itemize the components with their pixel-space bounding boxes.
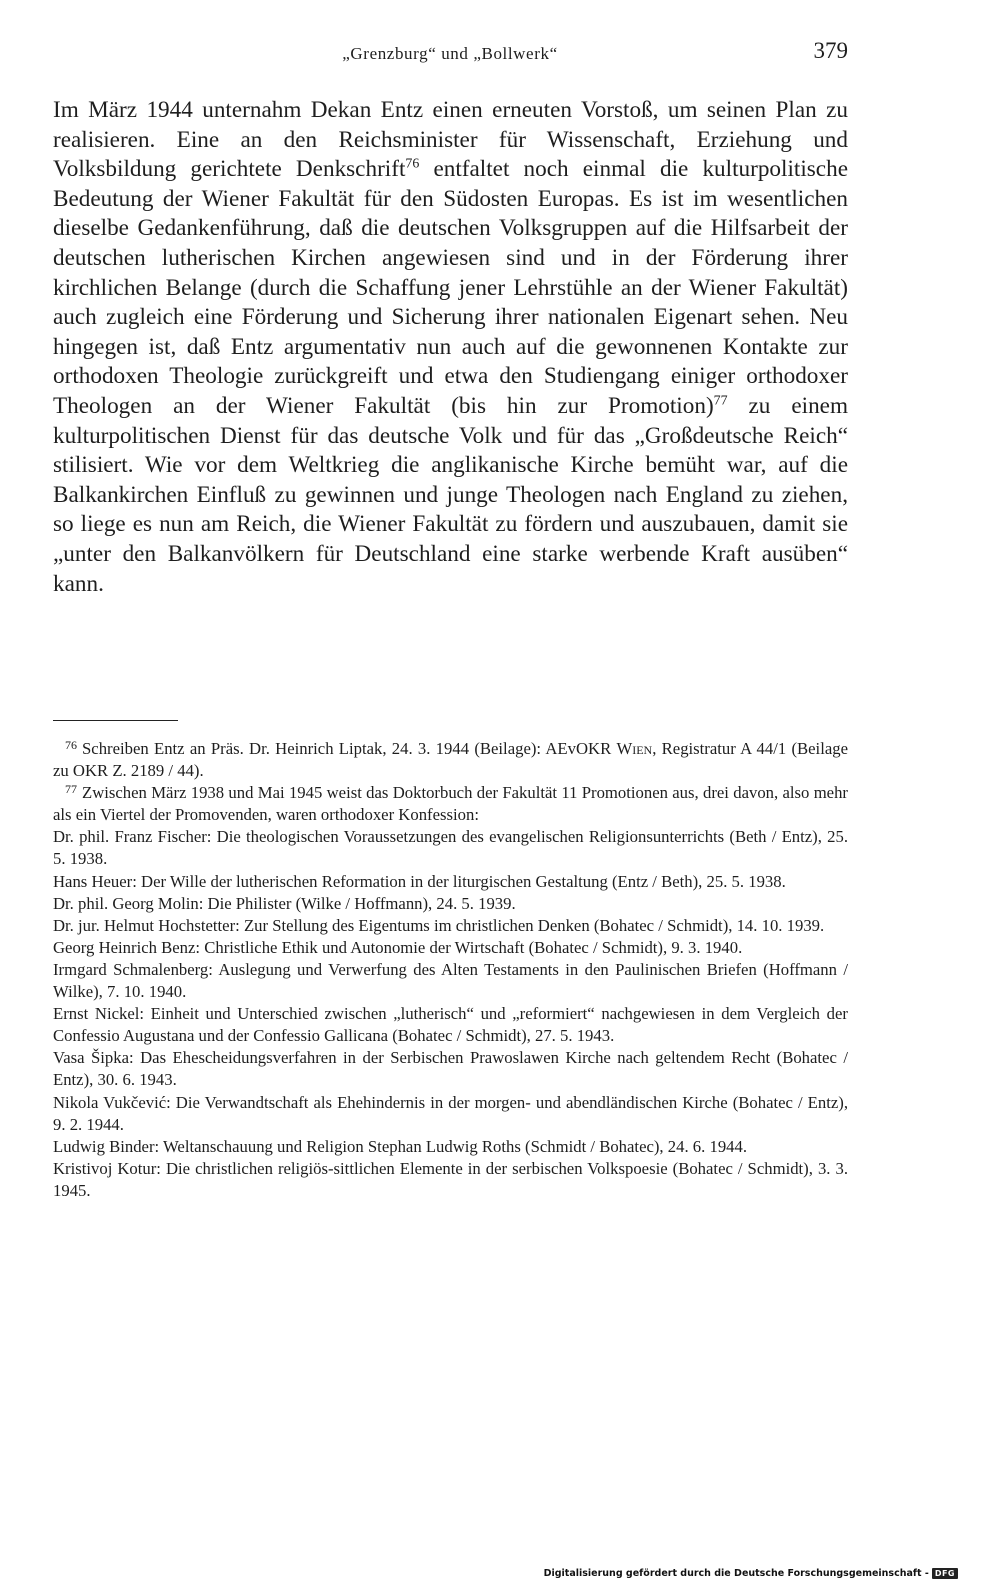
promotion-entry: Kristivoj Kotur: Die christlichen religiös-sittlichen Elemente in der serbischen Volkspoesie (Bohatec / Schmidt), 3. 3. 1945.: [53, 1158, 848, 1200]
body-paragraph: [53, 96, 848, 599]
promotion-entry: Hans Heuer: Der Wille der lutherischen Reformation in der liturgischen Gestaltung (Entz / Beth), 25. 5. 1938.: [53, 871, 786, 891]
promotion-entry: Vasa Šipka: Das Ehescheidungsverfahren in der Serbischen Prawoslawen Kirche nach geltendem Recht (Bohatec / Entz), 30. 6. 1943.: [53, 1048, 848, 1090]
credit-text: Digitalisierung gefördert durch die Deutsche Forschungsgemeinschaft -: [543, 1568, 929, 1579]
promotion-entry: Ernst Nickel: Einheit und Unterschied zwischen „lutherisch“ und „reformiert“ nachgewiesen in dem Vergleich der Confessio Augustana und der Confessio Gallicana (Bohatec / Schmidt), 27. 5. 1943.: [53, 1004, 848, 1046]
footnote-number: 77: [65, 781, 78, 796]
body-text: [53, 96, 848, 599]
running-head: [52, 38, 848, 64]
promotion-entry: Georg Heinrich Benz: Christliche Ethik und Autonomie der Wirtschaft (Bohatec / Schmidt), 9. 3. 1940.: [53, 937, 743, 957]
digitization-credit: [544, 1568, 958, 1579]
footnote-number: 76: [65, 737, 78, 752]
promotion-entry: Dr. phil. Georg Molin: Die Philister (Wilke / Hoffmann), 24. 5. 1939.: [53, 893, 516, 913]
paragraph-text: zu einem kulturpolitischen Dienst für das deutsche Volk und für das „Großdeutsche Reich“ stilisiert. Wie vor dem Weltkrieg die anglikanische Kirche bemüht war, auf die Balkankirchen Einfluß zu gewinnen und junge Theologen nach England zu ziehen, so liege es nun am Reich, die Wiener Fakultät zu fördern und auszubauen, damit sie „unter den Balkanvölkern für Deutschland eine starke werbende Kraft ausüben“ kann.: [53, 392, 848, 597]
paragraph-text: Im März 1944 unternahm Dekan Entz einen erneuten Vorstoß, um seinen Plan zu realisieren. Eine an den Reichsminister für Wissenschaft, Erziehung und Volksbildung gerichtete Denkschrift: [53, 97, 848, 183]
promotion-entry: Dr. jur. Helmut Hochstetter: Zur Stellung des Eigentums im christlichen Denken (Bohatec / Schmidt), 14. 10. 1939.: [53, 915, 825, 935]
promotion-entry: Irmgard Schmalenberg: Auslegung und Verwerfung des Alten Testaments in den Paulinischen Briefen (Hoffmann / Wilke), 7. 10. 1940.: [53, 959, 848, 1002]
footnote-ref-76[interactable]: 76: [405, 156, 420, 172]
promotion-entry: Dr. phil. Franz Fischer: Die theologischen Voraussetzungen des evangelischen Religionsunterrichts (Beth / Entz), 25. 5. 1938.: [53, 827, 848, 869]
footnote-76: [53, 738, 848, 782]
footnote-77: [53, 782, 848, 826]
footnote-separator: [53, 720, 178, 721]
footnotes: [53, 738, 848, 1202]
archive-name: Wien: [616, 739, 653, 758]
dfg-logo: DFG: [932, 1568, 958, 1579]
running-title: „Grenzburg“ und „Bollwerk“: [342, 44, 558, 63]
page-number: 379: [813, 38, 848, 63]
footnote-text: , Registratur A 44/1 (Beilage zu OKR Z. 2189 / 44).: [53, 739, 848, 781]
promotion-entry: Nikola Vukčević: Die Verwandtschaft als Ehehindernis in der morgen- und abendländischen Kirche (Bohatec / Entz), 9. 2. 1944.: [53, 1092, 848, 1134]
paragraph-text: entfaltet noch einmal die kulturpolitische Bedeutung der Wiener Fakultät für den Südosten Europas. Es ist im wesentlichen dieselbe Gedankenführung, daß die deutschen Volksgruppen auf die Hilfsarbeit der deutschen lutherischen Kirchen angewiesen sind und in der Förderung ihrer kirchlichen Belange (durch die Schaffung jener Lehrstühle an der Wiener Fakultät) auch zugleich eine Förderung und Sicherung ihrer nationalen Eigenart sehen. Neu hingegen ist, daß Entz argumentativ nun auch auf die gewonnenen Kontakte zur orthodoxen Theologie zurückgreift und etwa den Studiengang einiger orthodoxer Theologen an der Wiener Fakultät (bis hin zur Promotion): [53, 156, 848, 419]
footnote-ref-77[interactable]: 77: [713, 393, 728, 409]
footnote-text: Zwischen März 1938 und Mai 1945 weist das Doktorbuch der Fakultät 11 Promotionen aus, drei davon, also mehr als ein Viertel der Promovenden, waren orthodoxer Konfession:: [53, 783, 848, 825]
promotion-entry: Ludwig Binder: Weltanschauung und Religion Stephan Ludwig Roths (Schmidt / Bohatec), 24. 6. 1944.: [53, 1136, 748, 1156]
footnote-text: Schreiben Entz an Präs. Dr. Heinrich Liptak, 24. 3. 1944 (Beilage): AEvOKR: [82, 739, 617, 758]
